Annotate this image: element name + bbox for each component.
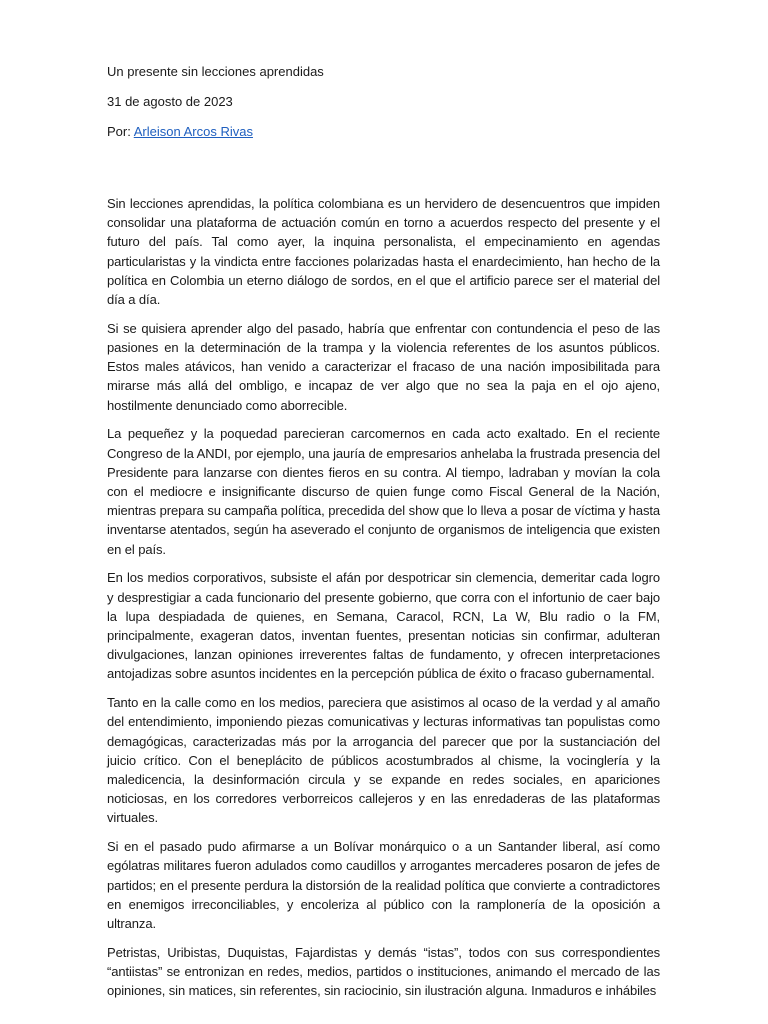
body-paragraph-2: Si se quisiera aprender algo del pasado, habría que enfrentar con contundencia el peso de las pasiones en la determinación de la trampa y la violencia referentes de los asuntos públicos. Estos males atávicos, han venido a caracterizar el fracaso de una nación imposibilitada para mirarse más allá del ombligo, e incapaz de ver algo que no sea la paja en el ojo ajeno, hostilmente denunciado como aborrecible. bbox=[107, 320, 660, 413]
document-date: 31 de agosto de 2023 bbox=[107, 94, 233, 109]
header-spacer bbox=[107, 152, 660, 194]
body-paragraph-1: Sin lecciones aprendidas, la política colombiana es un hervidero de desencuentros que impiden consolidar una plataforma de actuación común en torno a acuerdos respecto del presente y el futuro del país. Tal como ayer, la inquina personalista, el empecinamiento en agendas particularistas y la vindicta entre facciones polarizadas hasta el enardecimiento, han hecho de la política en Colombia un eterno diálogo de sordos, en el que el artificio parece ser el material del día a día. bbox=[107, 196, 660, 308]
document-title: Un presente sin lecciones aprendidas bbox=[107, 64, 324, 79]
byline bbox=[107, 122, 660, 142]
author-link[interactable]: Arleison Arcos Rivas bbox=[133, 124, 253, 139]
body-paragraph-5: Tanto en la calle como en los medios, pareciera que asistimos al ocaso de la verdad y al amaño del entendimiento, imponiendo piezas comunicativas y lecturas informativas tan populistas como demagógicas, caracterizadas más por la arrogancia del parecer que por la sustanciación del juicio crítico. Con el beneplácito de públicos acostumbrados al chisme, la vocinglería y la maledicencia, la desinformación circula y se expande en redes sociales, en apariciones noticiosas, en los corredores verborreicos callejeros y en las enredaderas de las plataformas virtuales. bbox=[107, 695, 660, 826]
body-paragraph-4: En los medios corporativos, subsiste el afán por despotricar sin clemencia, demeritar cada logro y desprestigiar a cada funcionario del presente gobierno, que corra con el infortunio de caer bajo la lupa despiadada de quienes, en Semana, Caracol, RCN, La W, Blu radio o la FM, principalmente, exageran datos, inventan fuentes, presentan noticias sin confirmar, adulteran divulgaciones, lanzan opiniones irreverentes faltas de fundamento, y ofrecen interpretaciones antojadizas sobre asuntos incidentes en la percepción pública de éxito o fracaso gubernamental. bbox=[107, 570, 660, 682]
body-paragraph-6: Si en el pasado pudo afirmarse a un Bolívar monárquico o a un Santander liberal, así como ególatras militares fueron adulados como caudillos y arrogantes mercaderes posaron de jefes de partidos; en el presente perdura la distorsión de la realidad política que convierte a contradictores en enemigos irreconciliables, y encoleriza al público con la ramplonería de la oposición a ultranza. bbox=[107, 839, 660, 932]
document-page bbox=[107, 62, 660, 1010]
byline-prefix: Por: bbox=[107, 124, 134, 139]
body-paragraph-7: Petristas, Uribistas, Duquistas, Fajardistas y demás “istas”, todos con sus correspondientes “antiistas” se entronizan en redes, medios, partidos o instituciones, animando el mercado de las opiniones, sin matices, sin referentes, sin raciocinio, sin ilustración alguna. Inmaduros e inhábiles bbox=[107, 944, 660, 999]
body-paragraph-3: La pequeñez y la poquedad parecieran carcomernos en cada acto exaltado. En el reciente Congreso de la ANDI, por ejemplo, una jauría de empresarios anhelaba la frustrada presencia del Presidente para lanzarse con dientes fieros en su contra. Al tiempo, ladraban y movían la cola con el mediocre e insignificante discurso de quien funge como Fiscal General de la Nación, mientras prepara su campaña política, precedida del show que lo lleva a posar de víctima y hasta inventarse atentados, según ha aseverado el conjunto de organismos de inteligencia que existen en el país. bbox=[107, 426, 660, 557]
